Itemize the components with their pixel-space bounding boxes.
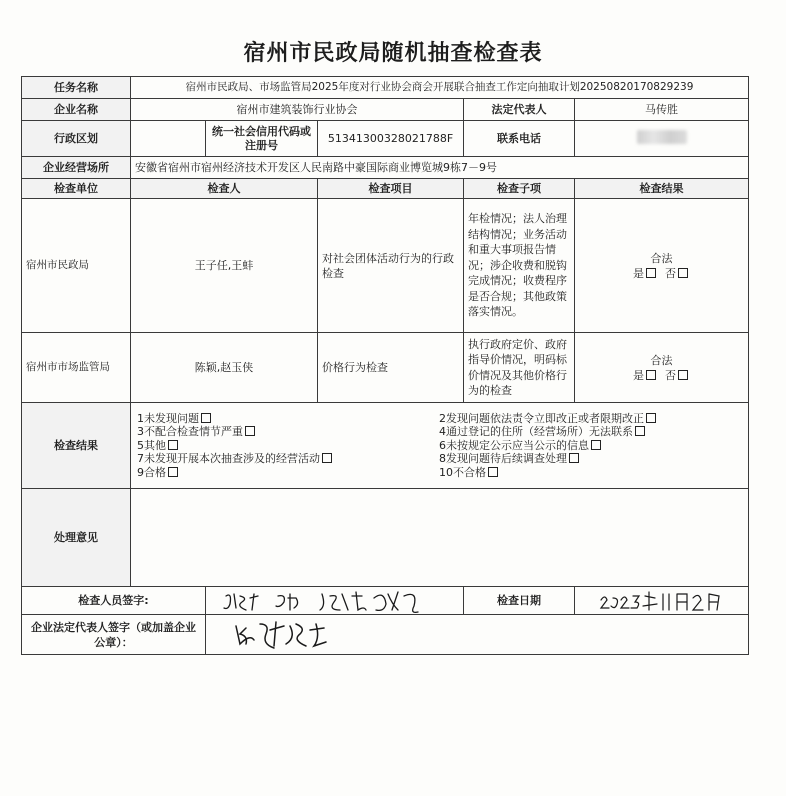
inspection-inspector: 陈颖,赵玉侠 <box>131 333 318 403</box>
no-checkbox[interactable] <box>678 370 688 380</box>
inspection-unit: 宿州市市场监管局 <box>22 333 131 403</box>
region-row <box>22 121 749 157</box>
opinion-value[interactable] <box>131 489 749 587</box>
task-value: 宿州市民政局、市场监管局2025年度对行业协会商会开展联合抽查工作定向抽取计划20250820170829239 <box>131 77 749 99</box>
redacted-phone <box>637 130 687 144</box>
yes-checkbox[interactable] <box>646 370 656 380</box>
result-option: 4通过登记的住所（经营场所）无法联系 <box>439 425 742 439</box>
inspection-result <box>575 333 749 403</box>
task-label: 任务名称 <box>22 77 131 99</box>
credit-code-label: 统一社会信用代码或注册号 <box>206 121 318 157</box>
yes-checkbox[interactable] <box>646 268 656 278</box>
result-option-checkbox[interactable] <box>646 413 656 423</box>
inspector-signature-image <box>206 588 464 614</box>
yes-label: 是 <box>633 266 644 280</box>
inspector-signature-row <box>22 587 749 615</box>
inspection-row <box>22 199 749 333</box>
inspection-date-signature[interactable] <box>575 587 749 615</box>
result-option: 1未发现问题 <box>137 412 439 426</box>
results-options <box>131 403 749 489</box>
contact-value <box>575 121 749 157</box>
result-option-checkbox[interactable] <box>201 413 211 423</box>
address-value: 安徽省宿州市宿州经济技术开发区人民南路中豪国际商业博览城9栋7－9号 <box>131 157 749 179</box>
result-options <box>579 266 744 281</box>
result-option-checkbox[interactable] <box>569 453 579 463</box>
header-unit: 检查单位 <box>22 179 131 199</box>
credit-code-value: 51341300328021788F <box>318 121 464 157</box>
task-row <box>22 77 749 99</box>
result-option: 8发现问题待后续调查处理 <box>439 452 742 466</box>
enterprise-row <box>22 99 749 121</box>
no-label: 否 <box>665 368 676 382</box>
enterprise-name-label: 企业名称 <box>22 99 131 121</box>
opinion-row <box>22 489 749 587</box>
form-table <box>21 76 749 655</box>
result-option-checkbox[interactable] <box>168 467 178 477</box>
handwritten-date-image <box>575 588 747 614</box>
inspection-form <box>21 76 748 655</box>
inspection-result <box>575 199 749 333</box>
inspection-item: 价格行为检查 <box>318 333 464 403</box>
result-options <box>579 368 744 383</box>
inspection-date-label: 检查日期 <box>464 587 575 615</box>
enterprise-name-value: 宿州市建筑装饰行业协会 <box>131 99 464 121</box>
result-option: 9合格 <box>137 466 439 480</box>
inspector-signature[interactable] <box>206 587 464 615</box>
inspection-header-row <box>22 179 749 199</box>
rep-signature[interactable] <box>206 615 749 655</box>
result-option-checkbox[interactable] <box>591 440 601 450</box>
inspection-item: 对社会团体活动行为的行政检查 <box>318 199 464 333</box>
result-option-checkbox[interactable] <box>168 440 178 450</box>
result-option-checkbox[interactable] <box>245 426 255 436</box>
result-text: 合法 <box>650 251 673 265</box>
no-checkbox[interactable] <box>678 268 688 278</box>
inspection-subitem: 年检情况；法人治理结构情况；业务活动和重大事项报告情况；涉企收费和脱钩完成情况；收费程序是否合规；其他政策落实情况。 <box>464 199 575 333</box>
header-subitem: 检查子项 <box>464 179 575 199</box>
result-option: 6未按规定公示应当公示的信息 <box>439 439 742 453</box>
region-label: 行政区划 <box>22 121 131 157</box>
region-value <box>131 121 206 157</box>
header-result: 检查结果 <box>575 179 749 199</box>
opinion-label: 处理意见 <box>22 489 131 587</box>
result-text: 合法 <box>650 353 673 367</box>
result-option: 10不合格 <box>439 466 742 480</box>
inspection-inspector: 王子任,王蚌 <box>131 199 318 333</box>
address-row <box>22 157 749 179</box>
yes-label: 是 <box>633 368 644 382</box>
header-item: 检查项目 <box>318 179 464 199</box>
legal-rep-value: 马传胜 <box>575 99 749 121</box>
result-option: 2发现问题依法责令立即改正或者限期改正 <box>439 412 742 426</box>
result-option-checkbox[interactable] <box>322 453 332 463</box>
result-option: 5其他 <box>137 439 439 453</box>
result-option-checkbox[interactable] <box>488 467 498 477</box>
result-option: 7未发现开展本次抽查涉及的经营活动 <box>137 452 439 466</box>
rep-signature-row <box>22 615 749 655</box>
rep-signature-label: 企业法定代表人签字（或加盖企业公章）： <box>22 615 206 655</box>
contact-label: 联系电话 <box>464 121 575 157</box>
results-label: 检查结果 <box>22 403 131 489</box>
header-inspector: 检查人 <box>131 179 318 199</box>
rep-signature-image <box>206 616 746 654</box>
address-label: 企业经营场所 <box>22 157 131 179</box>
result-option-checkbox[interactable] <box>635 426 645 436</box>
page-title: 宿州市民政局随机抽查检查表 <box>243 41 543 66</box>
results-row <box>22 403 749 489</box>
inspector-signature-label: 检查人员签字: <box>22 587 206 615</box>
result-option: 3不配合检查情节严重 <box>137 425 439 439</box>
inspection-unit: 宿州市民政局 <box>22 199 131 333</box>
inspection-subitem: 执行政府定价、政府指导价情况，明码标价情况及其他价格行为的检查 <box>464 333 575 403</box>
inspection-row <box>22 333 749 403</box>
legal-rep-label: 法定代表人 <box>464 99 575 121</box>
no-label: 否 <box>665 266 676 280</box>
